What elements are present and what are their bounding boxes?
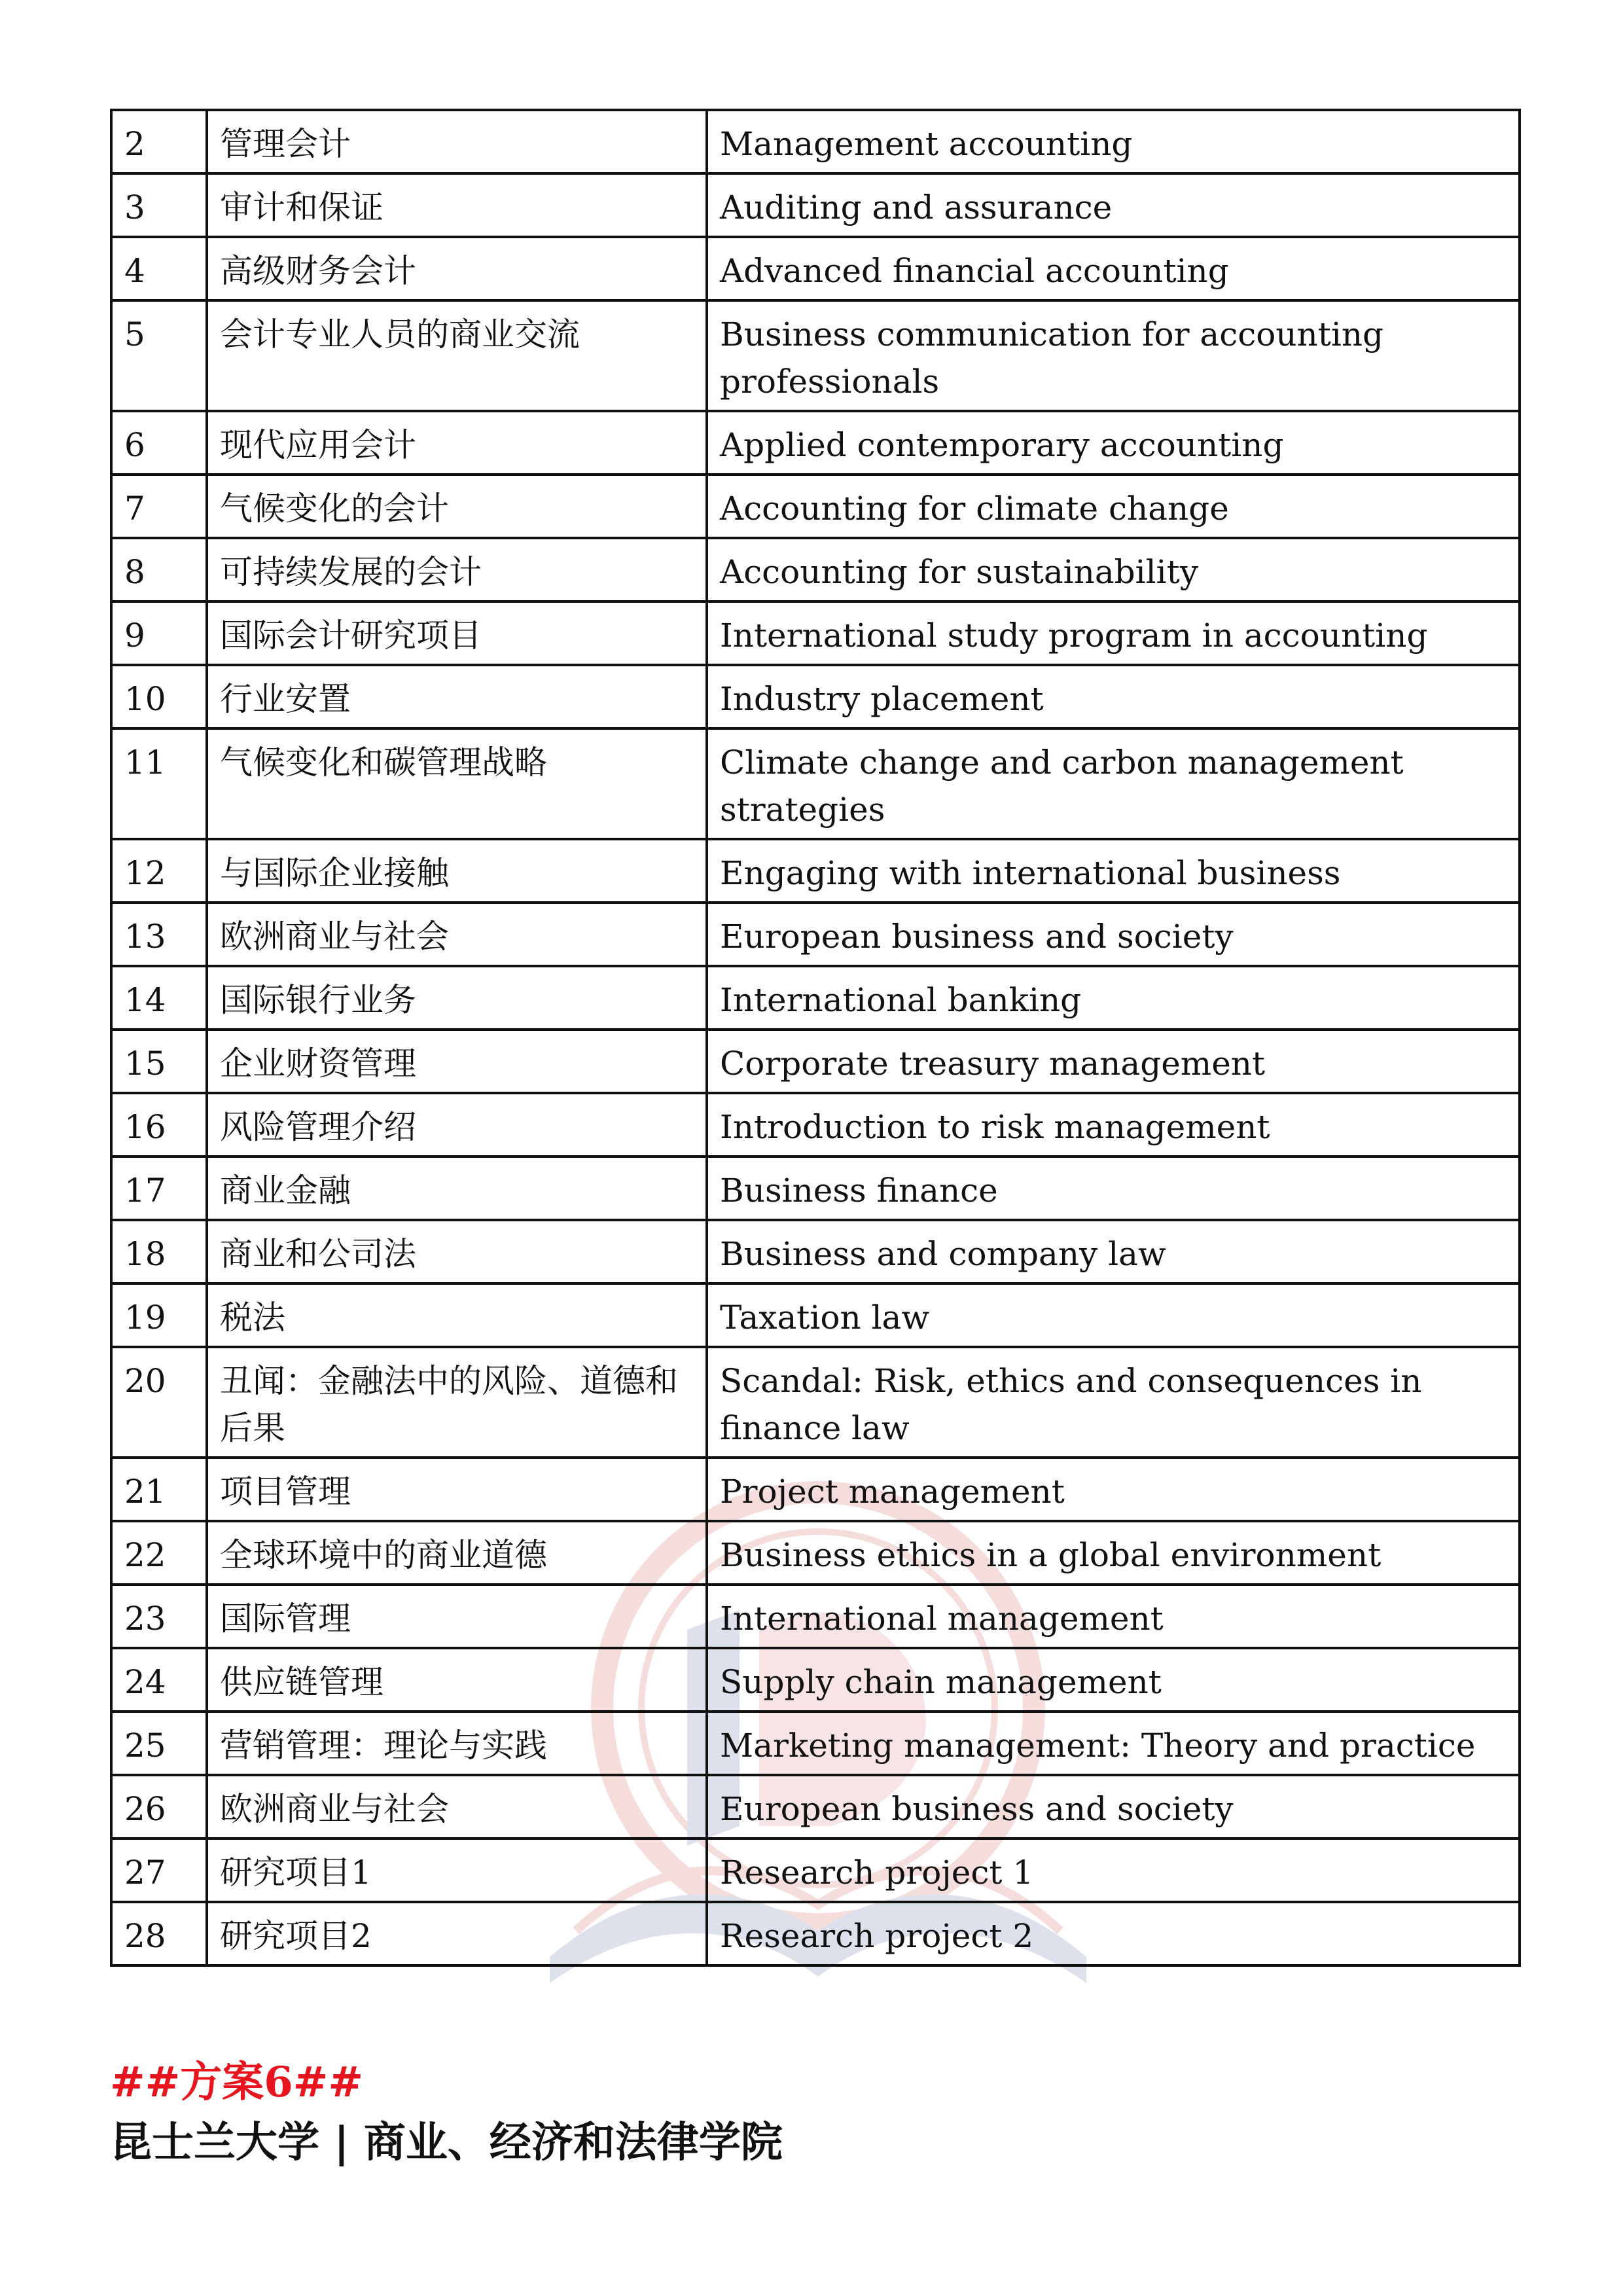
table-row — [111, 1458, 1520, 1521]
english-title-cell: Climate change and carbon management strategies — [707, 728, 1520, 839]
table-row — [111, 1712, 1520, 1775]
table-row — [111, 665, 1520, 728]
english-title-cell: Research project 2 — [707, 1902, 1520, 1965]
english-title-cell: Supply chain management — [707, 1648, 1520, 1712]
chinese-title-cell: 国际银行业务 — [207, 966, 707, 1030]
chinese-title-cell: 高级财务会计 — [207, 237, 707, 300]
english-title-cell: International management — [707, 1585, 1520, 1648]
table-row — [111, 1093, 1520, 1157]
chinese-title-cell: 企业财资管理 — [207, 1030, 707, 1093]
table-row — [111, 1775, 1520, 1839]
plan-heading: ##方案6## — [110, 2058, 364, 2107]
chinese-title-cell: 全球环境中的商业道德 — [207, 1521, 707, 1585]
table-row — [111, 1347, 1520, 1458]
english-title-cell: Taxation law — [707, 1283, 1520, 1347]
chinese-title-cell: 供应链管理 — [207, 1648, 707, 1712]
course-number-cell: 7 — [111, 475, 207, 538]
chinese-title-cell: 欧洲商业与社会 — [207, 1775, 707, 1839]
table-row — [111, 839, 1520, 903]
chinese-title-cell: 现代应用会计 — [207, 411, 707, 475]
english-title-cell: Applied contemporary accounting — [707, 411, 1520, 475]
table-row — [111, 411, 1520, 475]
table-row — [111, 966, 1520, 1030]
chinese-title-cell: 审计和保证 — [207, 173, 707, 237]
english-title-cell: Industry placement — [707, 665, 1520, 728]
chinese-title-cell: 研究项目1 — [207, 1839, 707, 1902]
chinese-title-cell: 气候变化和碳管理战略 — [207, 728, 707, 839]
table-row — [111, 728, 1520, 839]
chinese-title-cell: 会计专业人员的商业交流 — [207, 300, 707, 411]
chinese-title-cell: 风险管理介绍 — [207, 1093, 707, 1157]
course-table-body — [111, 110, 1520, 1965]
english-title-cell: European business and society — [707, 903, 1520, 966]
course-number-cell: 27 — [111, 1839, 207, 1902]
course-number-cell: 21 — [111, 1458, 207, 1521]
chinese-title-cell: 税法 — [207, 1283, 707, 1347]
english-title-cell: Management accounting — [707, 110, 1520, 173]
course-number-cell: 5 — [111, 300, 207, 411]
chinese-title-cell: 可持续发展的会计 — [207, 538, 707, 601]
table-row — [111, 300, 1520, 411]
english-title-cell: Scandal: Risk, ethics and consequences in finance law — [707, 1347, 1520, 1458]
course-number-cell: 25 — [111, 1712, 207, 1775]
chinese-title-cell: 商业和公司法 — [207, 1220, 707, 1283]
chinese-title-cell: 欧洲商业与社会 — [207, 903, 707, 966]
table-row — [111, 1839, 1520, 1902]
chinese-title-cell: 国际会计研究项目 — [207, 601, 707, 665]
course-number-cell: 12 — [111, 839, 207, 903]
english-title-cell: Research project 1 — [707, 1839, 1520, 1902]
table-row — [111, 110, 1520, 173]
course-table — [110, 109, 1521, 1967]
english-title-cell: Accounting for sustainability — [707, 538, 1520, 601]
english-title-cell: Business communication for accounting professionals — [707, 300, 1520, 411]
chinese-title-cell: 商业金融 — [207, 1157, 707, 1220]
english-title-cell: Auditing and assurance — [707, 173, 1520, 237]
english-title-cell: International study program in accounting — [707, 601, 1520, 665]
table-row — [111, 1585, 1520, 1648]
table-row — [111, 1220, 1520, 1283]
chinese-title-cell: 营销管理：理论与实践 — [207, 1712, 707, 1775]
course-number-cell: 8 — [111, 538, 207, 601]
table-row — [111, 1521, 1520, 1585]
course-number-cell: 17 — [111, 1157, 207, 1220]
course-number-cell: 19 — [111, 1283, 207, 1347]
course-number-cell: 20 — [111, 1347, 207, 1458]
course-number-cell: 6 — [111, 411, 207, 475]
english-title-cell: Business finance — [707, 1157, 1520, 1220]
course-number-cell: 4 — [111, 237, 207, 300]
table-row — [111, 1902, 1520, 1965]
english-title-cell: Introduction to risk management — [707, 1093, 1520, 1157]
table-row — [111, 538, 1520, 601]
table-row — [111, 1157, 1520, 1220]
table-row — [111, 601, 1520, 665]
table-row — [111, 1648, 1520, 1712]
table-row — [111, 237, 1520, 300]
english-title-cell: Business and company law — [707, 1220, 1520, 1283]
course-number-cell: 13 — [111, 903, 207, 966]
course-number-cell: 15 — [111, 1030, 207, 1093]
course-number-cell: 22 — [111, 1521, 207, 1585]
chinese-title-cell: 项目管理 — [207, 1458, 707, 1521]
english-title-cell: Project management — [707, 1458, 1520, 1521]
course-number-cell: 9 — [111, 601, 207, 665]
chinese-title-cell: 行业安置 — [207, 665, 707, 728]
table-row — [111, 1283, 1520, 1347]
course-number-cell: 2 — [111, 110, 207, 173]
english-title-cell: Marketing management: Theory and practice — [707, 1712, 1520, 1775]
english-title-cell: Advanced financial accounting — [707, 237, 1520, 300]
chinese-title-cell: 气候变化的会计 — [207, 475, 707, 538]
table-row — [111, 903, 1520, 966]
english-title-cell: Corporate treasury management — [707, 1030, 1520, 1093]
course-number-cell: 10 — [111, 665, 207, 728]
table-row — [111, 173, 1520, 237]
course-number-cell: 18 — [111, 1220, 207, 1283]
chinese-title-cell: 与国际企业接触 — [207, 839, 707, 903]
course-number-cell: 11 — [111, 728, 207, 839]
table-row — [111, 1030, 1520, 1093]
school-title: 昆士兰大学 | 商业、经济和法律学院 — [110, 2118, 783, 2167]
course-number-cell: 3 — [111, 173, 207, 237]
chinese-title-cell: 国际管理 — [207, 1585, 707, 1648]
course-number-cell: 24 — [111, 1648, 207, 1712]
chinese-title-cell: 研究项目2 — [207, 1902, 707, 1965]
chinese-title-cell: 丑闻：金融法中的风险、道德和后果 — [207, 1347, 707, 1458]
course-number-cell: 23 — [111, 1585, 207, 1648]
chinese-title-cell: 管理会计 — [207, 110, 707, 173]
table-row — [111, 475, 1520, 538]
course-number-cell: 16 — [111, 1093, 207, 1157]
english-title-cell: Engaging with international business — [707, 839, 1520, 903]
course-number-cell: 14 — [111, 966, 207, 1030]
english-title-cell: Accounting for climate change — [707, 475, 1520, 538]
english-title-cell: European business and society — [707, 1775, 1520, 1839]
course-number-cell: 28 — [111, 1902, 207, 1965]
english-title-cell: Business ethics in a global environment — [707, 1521, 1520, 1585]
course-number-cell: 26 — [111, 1775, 207, 1839]
english-title-cell: International banking — [707, 966, 1520, 1030]
